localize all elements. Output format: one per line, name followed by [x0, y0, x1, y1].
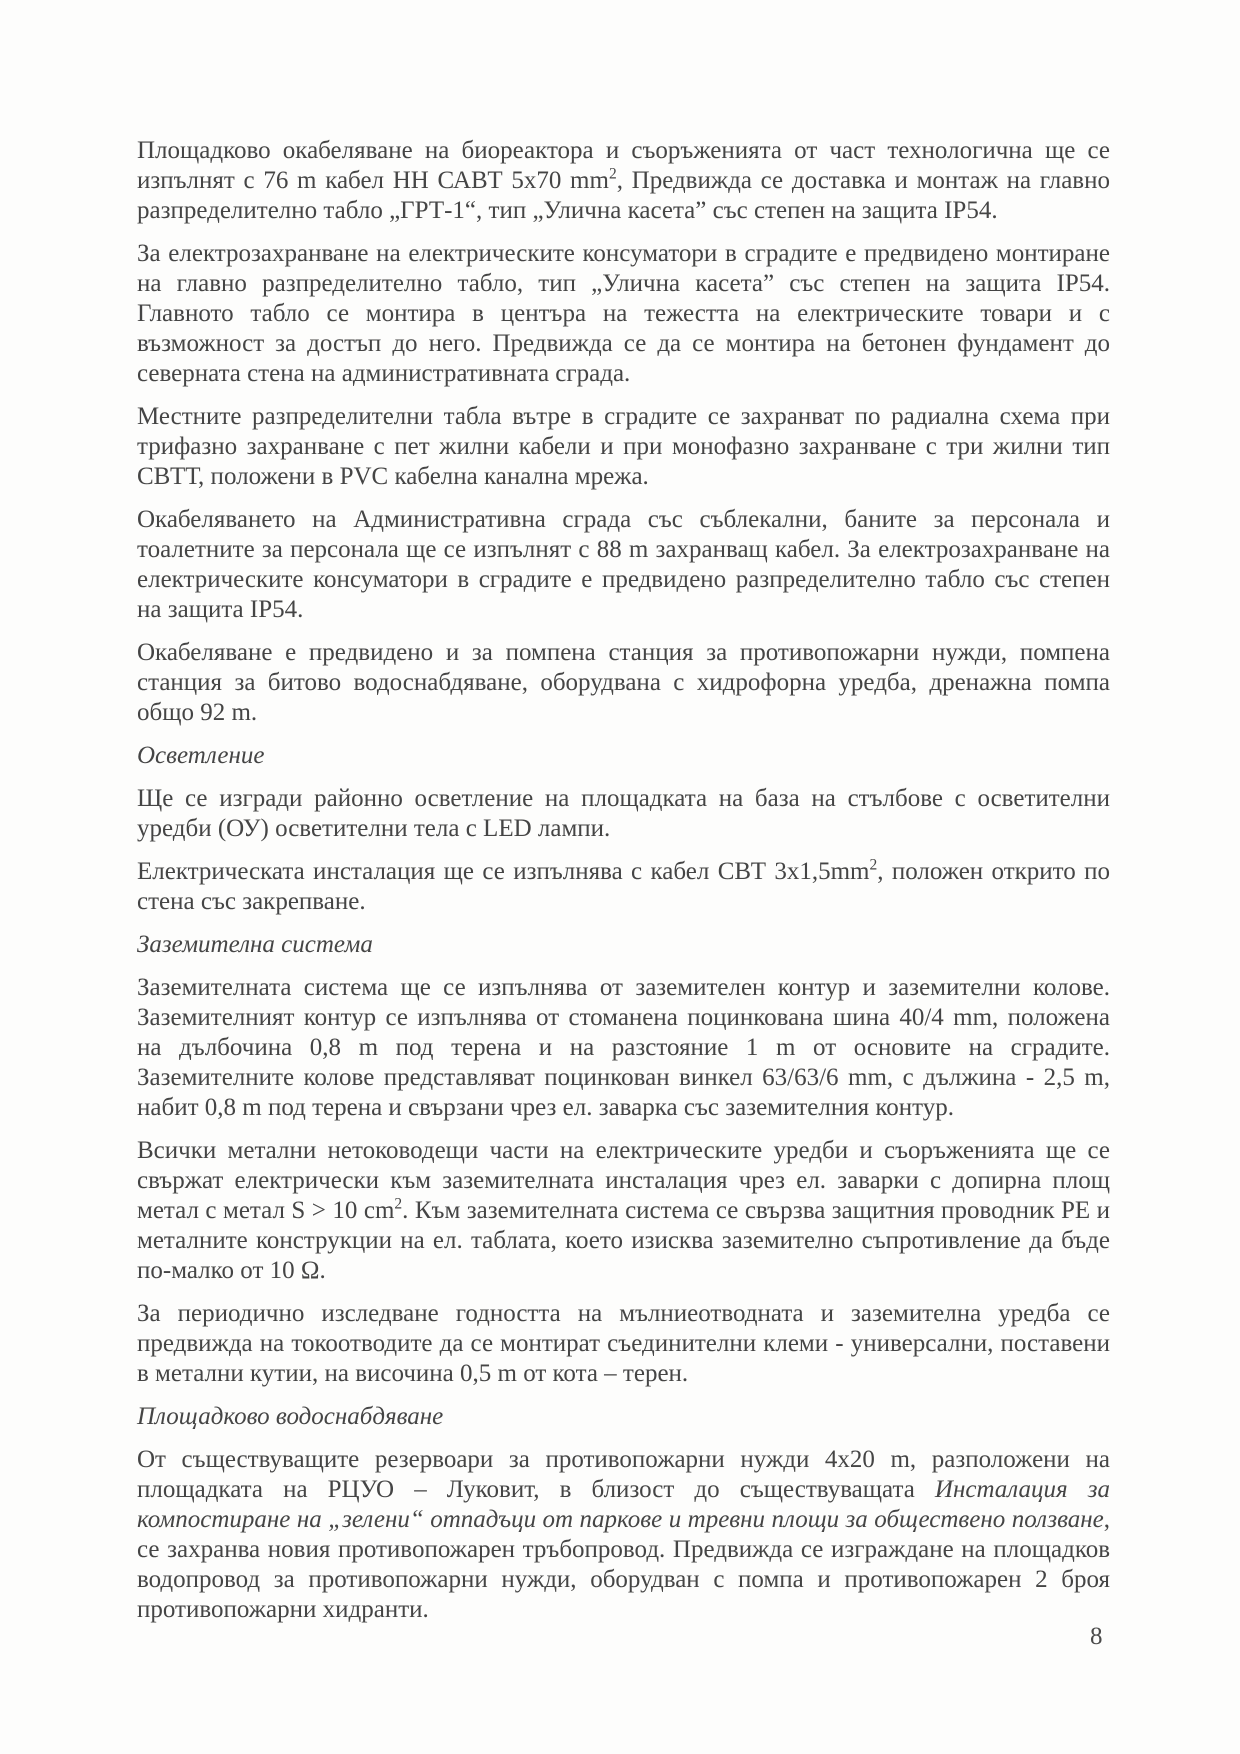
paragraph: Всички метални нетоководещи части на електрическите уредби и съоръженията ще се свържат електрически към заземителната инсталация чрез ел. заварки с допирна площ метал с метал S > 10 $cm^2$. Към заземителната система се свързва защитния проводник PE и металните конструкции на ел. таблата, което изисква заземително съпротивление да бъде по-малко от 10 Ω. — [137, 1137, 1110, 1284]
paragraph: Окабеляване е предвидено и за помпена станция за противопожарни нужди, помпена станция за битово водоснабдяване, оборудвана с хидрофорна уредба, дренажна помпа общо 92 m. — [137, 639, 1110, 726]
paragraph: Заземителната система ще се изпълнява от заземителен контур и заземителни колове. Заземителният контур се изпълнява от стоманена поцинкована шина 40/4 mm, положена на дълбочина 0,8 m под терена и на разстояние 1 m от основите на сградите. Заземителните колове представляват поцинкован винкел 63/63/6 mm, с дължина - 2,5 m, набит 0,8 m под терена и свързани чрез ел. заварка със заземителния контур. — [137, 974, 1110, 1121]
paragraph: Местните разпределителни табла вътре в сградите се захранват по радиална схема при трифазно захранване с пет жилни кабели и при монофазно захранване с три жилни тип СВТТ, положени в PVC кабелна канална мрежа. — [137, 403, 1110, 490]
paragraph: Окабеляването на Административна сграда със съблекални, баните за персонала и тоалетните за персонала ще се изпълнят с 88 m захранващ кабел. За електрозахранване на електрическите консуматори в сградите е предвидено разпределително табло със степен на защита IP54. — [137, 506, 1110, 623]
paragraph: Ще се изгради районно осветление на площадката на база на стълбове с осветителни уредби (ОУ) осветителни тела с LED лампи. — [137, 785, 1110, 842]
paragraph: Електрическата инсталация ще се изпълнява с кабел СВТ $3х1,5mm^2$, положен открито по стена със закрепване. — [137, 856, 1110, 915]
section-heading: Площадково водоснабдяване — [137, 1403, 444, 1430]
paragraph: Площадково окабеляване на биореактора и съоръженията от част технологична ще се изпълнят с 76 m кабел НН САВТ 5х70 $mm^2$, Предвижда се доставка и монтаж на главно разпределително табло „ГРТ-1“, тип „Улична касета” със степен на защита IP54. — [137, 137, 1110, 224]
paragraph: От съществуващите резервоари за противопожарни нужди 4х20 m, разположени на площадката на РЦУО – Луковит, в близост до съществуващата Инсталация за компостиране на „зелени“ отпадъци от паркове и тревни площи за обществено ползване, се захранва новия противопожарен тръбопровод. Предвижда се изграждане на площадков водопровод за противопожарни нужди, оборудван с помпа и противопожарен 2 броя противопожарни хидранти. — [137, 1446, 1110, 1623]
paragraph: За периодично изследване годността на мълниеотводната и заземителна уредба се предвижда на токоотводите да се монтират съединителни клеми - универсални, поставени в метални кутии, на височина 0,5 m от кота – терен. — [137, 1300, 1110, 1387]
section-heading: Заземителна система — [137, 931, 373, 958]
page-number: 8 — [1090, 1623, 1103, 1650]
document-body — [137, 136, 1110, 1638]
section-heading: Осветление — [137, 742, 265, 769]
paragraph: За електрозахранване на електрическите консуматори в сградите е предвидено монтиране на главно разпределително табло, тип „Улична касета” със степен на защита IP54. Главното табло се монтира в центъра на тежестта на електрическите товари и с възможност за достъп до него. Предвижда се да се монтира на бетонен фундамент до северната стена на административната сграда. — [137, 240, 1110, 387]
